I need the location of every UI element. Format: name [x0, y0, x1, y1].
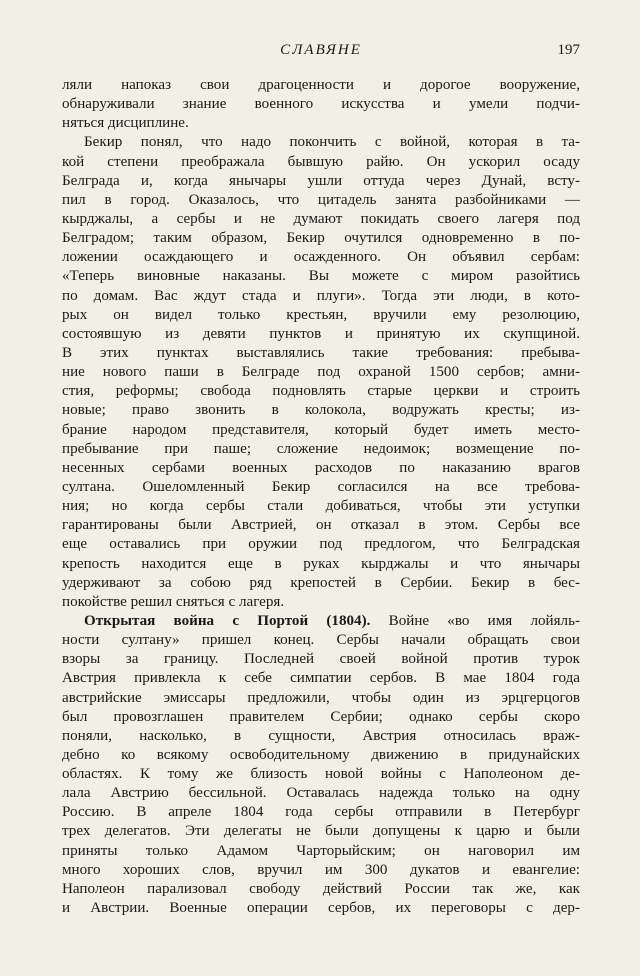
section-heading: Открытая война с Портой (1804). — [84, 612, 371, 629]
running-head — [62, 42, 580, 66]
text-line: Белградом; таким образом, Бекир очутился одновременно в по- — [62, 230, 580, 247]
text-line: пребывание при паше; сложение недоимок; возмещение по- — [62, 440, 580, 457]
text-line: брание народом представителя, который будет иметь место- — [62, 421, 580, 438]
text-line: состоявшую из девяти пунктов и принятую их скупщиной. — [62, 325, 580, 342]
text-line: ности султану» пришел конец. Сербы начали обращать свои — [62, 632, 580, 649]
section-line — [62, 612, 580, 631]
text-line: лала Австрию бессильной. Оставалась надежда только на одну — [62, 785, 580, 802]
text-line: обнаруживали знание военного искусства и умели подчи- — [62, 96, 580, 113]
text-line: австрийские эмиссары предложили, чтобы один из эрцгерцогов — [62, 689, 580, 706]
text-line: султана. Ошеломленный Бекир согласился на все требова- — [62, 478, 580, 495]
text-line: стия, реформы; свобода подновлять старые церкви и строить — [62, 383, 580, 400]
text-line: Россию. В апреле 1804 года сербы отправили в Петербург — [62, 804, 580, 821]
text-line: гарантированы были Австрией, он отказал в этом. Сербы все — [62, 517, 580, 534]
text-line: Войне «во имя лойяль- — [388, 612, 580, 629]
text-line: кой степени преображала бывшую райю. Он ускорил осаду — [62, 153, 580, 170]
book-page — [62, 42, 580, 918]
text-line: пил в город. Оказалось, что цитадель занята разбойниками — — [62, 191, 580, 208]
text-line: взоры за границу. Последней своей войной против турок — [62, 651, 580, 668]
text-line: удерживают за собою ряд крепостей в Сербии. Бекир в бес- — [62, 574, 580, 591]
text-line: «Теперь виновные наказаны. Вы можете с миром разойтись — [62, 268, 580, 285]
text-line: покойстве решил сняться с лагеря. — [62, 593, 285, 610]
text-line: трех делегатов. Эти делегаты не были допущены к царю и были — [62, 823, 580, 840]
text-line: поняли, насколько, в сущности, Австрия относилась враж- — [62, 727, 580, 744]
running-title: СЛАВЯНЕ — [280, 42, 362, 58]
page-number: 197 — [557, 42, 580, 58]
text-line: был провозглашен правителем Сербии; однако сербы скоро — [62, 708, 580, 725]
body-text — [62, 76, 580, 918]
text-line: новые; право звонить в колокола, водружать кресты; из- — [62, 402, 580, 419]
text-line: ния; но когда сербы стали добиваться, чтобы эти уступки — [62, 498, 580, 515]
text-line: В этих пунктах выставлялись такие требования: пребыва- — [62, 344, 580, 361]
text-line: рых он видел только крестьян, вручили ему резолюцию, — [62, 306, 580, 323]
text-line: ние нового паши в Белграде под охраной 1500 сербов; амни- — [62, 364, 580, 381]
text-line: няться дисциплине. — [62, 115, 189, 132]
text-line: крепость находится еще в руках кырджалы и что янычары — [62, 555, 580, 572]
text-line: кырджалы, а сербы и не думают покидать своего лагеря под — [62, 210, 580, 227]
text-line: по домам. Вас ждут стада и плуги». Тогда эти люди, в кото- — [62, 287, 580, 304]
text-line: Наполеон парализовал свободу действий России так же, как — [62, 880, 580, 897]
text-line: областях. К тому же близость новой войны с Наполеоном де- — [62, 766, 580, 783]
text-line: ложении осаждающего и осажденного. Он объявил сербам: — [62, 249, 580, 266]
text-line: и Австрии. Военные операции сербов, их переговоры с дер- — [62, 900, 580, 917]
text-line: еще оставались при оружии под предлогом, что Белградская — [62, 536, 580, 553]
text-line: Белграда и, когда янычары ушли оттуда через Дунай, всту- — [62, 172, 580, 189]
text-line: Бекир понял, что надо покончить с войной, которая в та- — [84, 134, 580, 151]
text-line: приняты только Адамом Чарторыйским; он наговорил им — [62, 842, 580, 859]
text-line: Австрия привлекла к себе симпатии сербов. В мае 1804 года — [62, 670, 580, 687]
text-line: несенных сербами военных расходов по наказанию врагов — [62, 459, 580, 476]
text-line: дебно ко всякому освободительному движению в придунайских — [62, 746, 580, 763]
text-line: ляли напоказ свои драгоценности и дорогое вооружение, — [62, 77, 580, 93]
text-line: много хороших слов, вручил им 300 дукатов и евангелие: — [62, 861, 580, 878]
